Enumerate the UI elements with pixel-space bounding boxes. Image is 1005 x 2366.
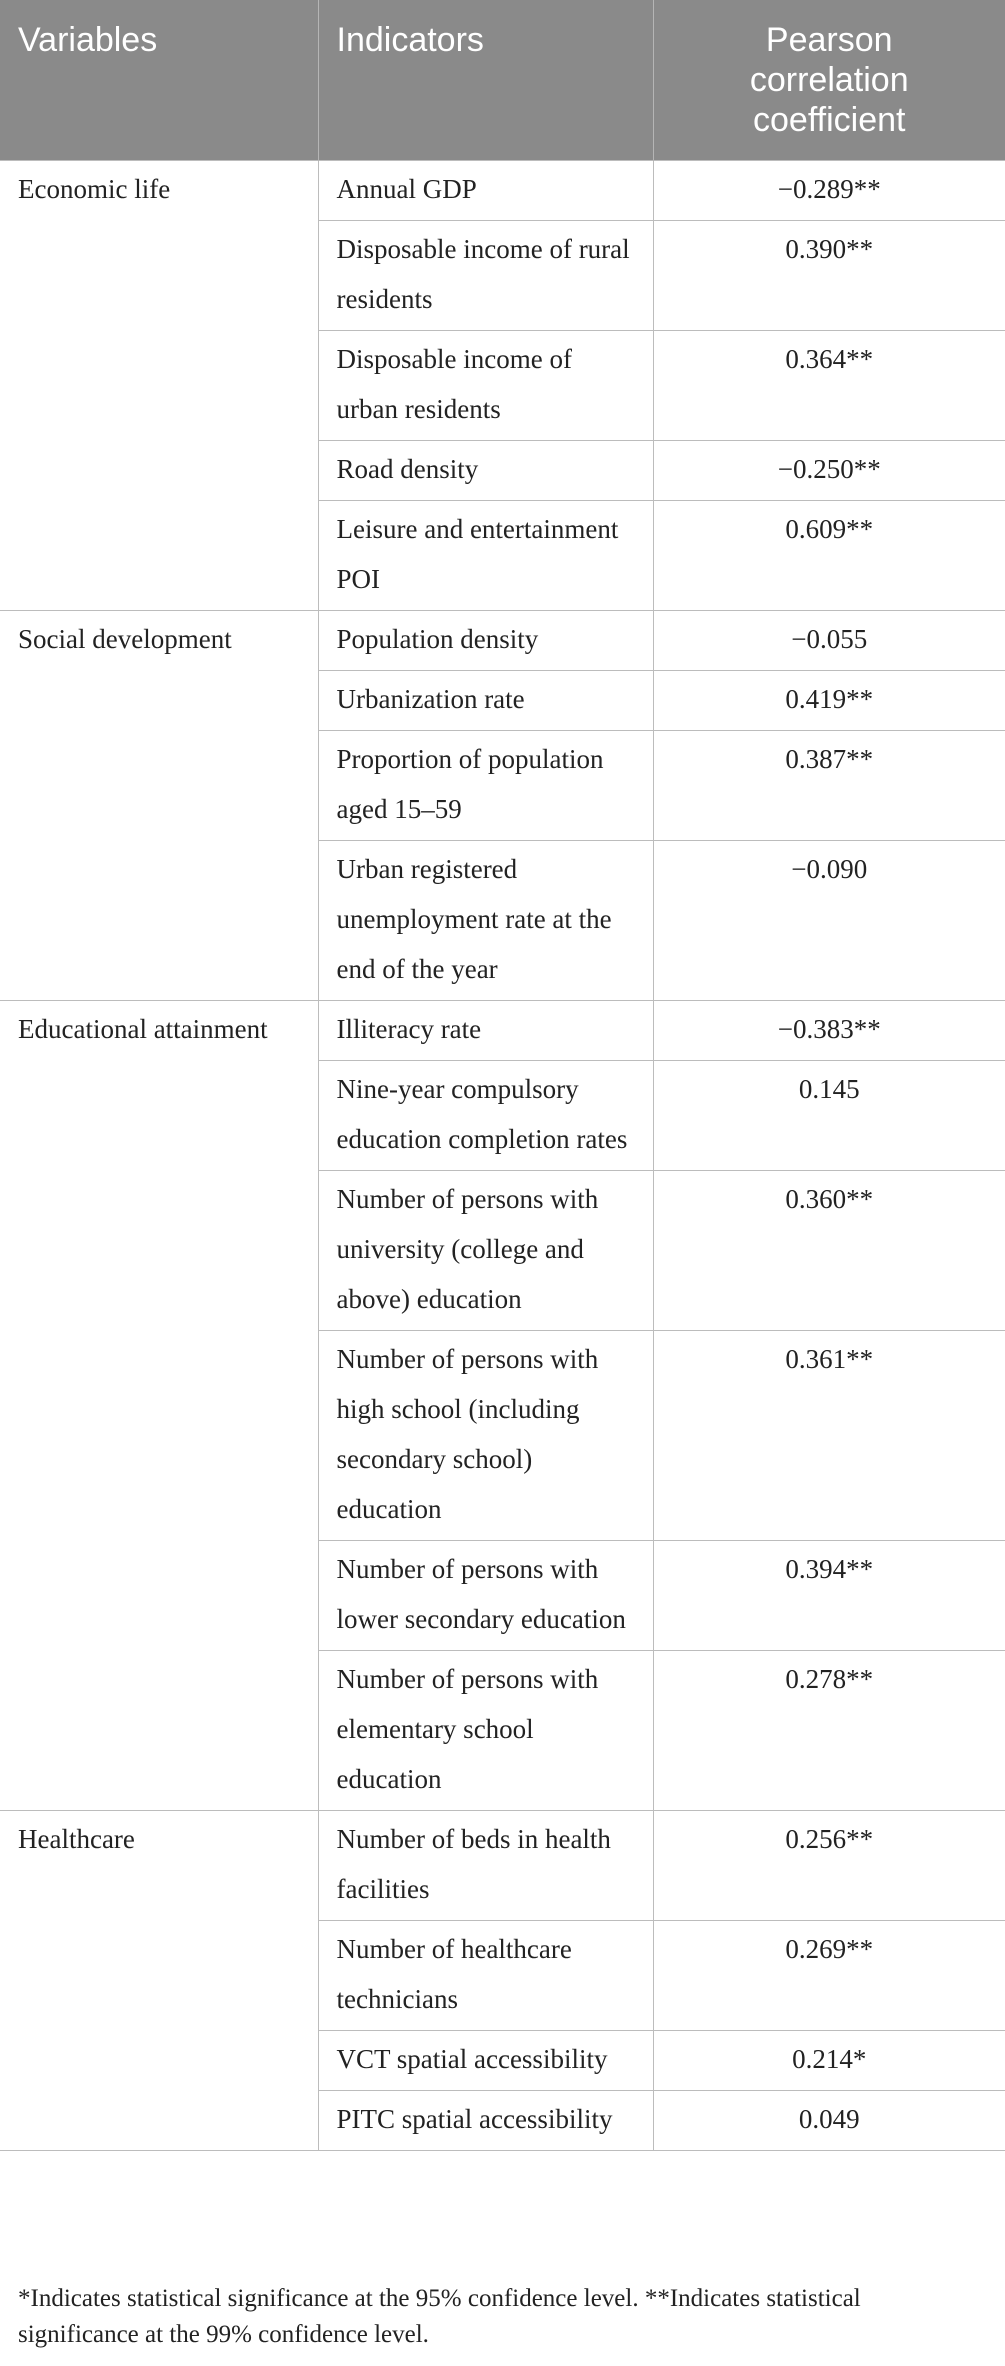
indicator-cell: Illiteracy rate: [318, 1000, 653, 1060]
coefficient-cell: 0.387**: [653, 730, 1005, 840]
table-row: [0, 1810, 1005, 1920]
coefficient-cell: 0.419**: [653, 670, 1005, 730]
indicator-cell: VCT spatial accessibility: [318, 2030, 653, 2090]
coefficient-cell: 0.390**: [653, 220, 1005, 330]
table-row: [0, 1000, 1005, 1060]
table-row: [0, 160, 1005, 220]
coefficient-cell: −0.090: [653, 840, 1005, 1000]
indicator-cell: Number of persons with lower secondary education: [318, 1540, 653, 1650]
table-row: [0, 610, 1005, 670]
indicator-cell: Urban registered unemployment rate at the end of the year: [318, 840, 653, 1000]
indicator-cell: Disposable income of urban residents: [318, 330, 653, 440]
indicator-cell: Number of healthcare technicians: [318, 1920, 653, 2030]
coefficient-cell: −0.289**: [653, 160, 1005, 220]
indicator-cell: Proportion of population aged 15–59: [318, 730, 653, 840]
coefficient-cell: 0.214*: [653, 2030, 1005, 2090]
coefficient-cell: 0.609**: [653, 500, 1005, 610]
indicator-cell: Number of persons with elementary school education: [318, 1650, 653, 1810]
indicator-cell: Number of persons with university (college and above) education: [318, 1170, 653, 1330]
header-indicators: Indicators: [318, 0, 653, 160]
variable-social-development: Social development: [0, 610, 318, 1000]
coefficient-cell: −0.055: [653, 610, 1005, 670]
header-variables: Variables: [0, 0, 318, 160]
coefficient-cell: 0.394**: [653, 1540, 1005, 1650]
indicator-cell: PITC spatial accessibility: [318, 2090, 653, 2150]
indicator-cell: Road density: [318, 440, 653, 500]
coefficient-cell: −0.250**: [653, 440, 1005, 500]
indicator-cell: Population density: [318, 610, 653, 670]
coefficient-cell: 0.278**: [653, 1650, 1005, 1810]
variable-healthcare: Healthcare: [0, 1810, 318, 2150]
header-coefficient-line-3: coefficient: [753, 101, 906, 139]
coefficient-cell: 0.364**: [653, 330, 1005, 440]
coefficient-cell: −0.383**: [653, 1000, 1005, 1060]
indicator-cell: Disposable income of rural residents: [318, 220, 653, 330]
table-header: [0, 0, 1005, 160]
header-coefficient: [653, 0, 1005, 160]
indicator-cell: Leisure and entertainment POI: [318, 500, 653, 610]
coefficient-cell: 0.361**: [653, 1330, 1005, 1540]
header-row: [0, 0, 1005, 160]
coefficient-cell: 0.360**: [653, 1170, 1005, 1330]
coefficient-cell: 0.269**: [653, 1920, 1005, 2030]
indicator-cell: Number of persons with high school (including secondary school) education: [318, 1330, 653, 1540]
coefficient-cell: 0.256**: [653, 1810, 1005, 1920]
indicator-cell: Nine-year compulsory education completion rates: [318, 1060, 653, 1170]
variable-educational-attainment: Educational attainment: [0, 1000, 318, 1810]
indicator-cell: Annual GDP: [318, 160, 653, 220]
coefficient-cell: 0.049: [653, 2090, 1005, 2150]
indicator-cell: Number of beds in health facilities: [318, 1810, 653, 1920]
table-body: [0, 160, 1005, 2150]
indicator-cell: Urbanization rate: [318, 670, 653, 730]
table-footnote: *Indicates statistical significance at the 95% confidence level. **Indicates statistical significance at the 99% confidence level.: [18, 2285, 861, 2348]
variable-economic-life: Economic life: [0, 160, 318, 610]
header-coefficient-line-1: Pearson: [765, 21, 893, 59]
header-coefficient-line-2: correlation: [749, 61, 909, 99]
coefficient-cell: 0.145: [653, 1060, 1005, 1170]
